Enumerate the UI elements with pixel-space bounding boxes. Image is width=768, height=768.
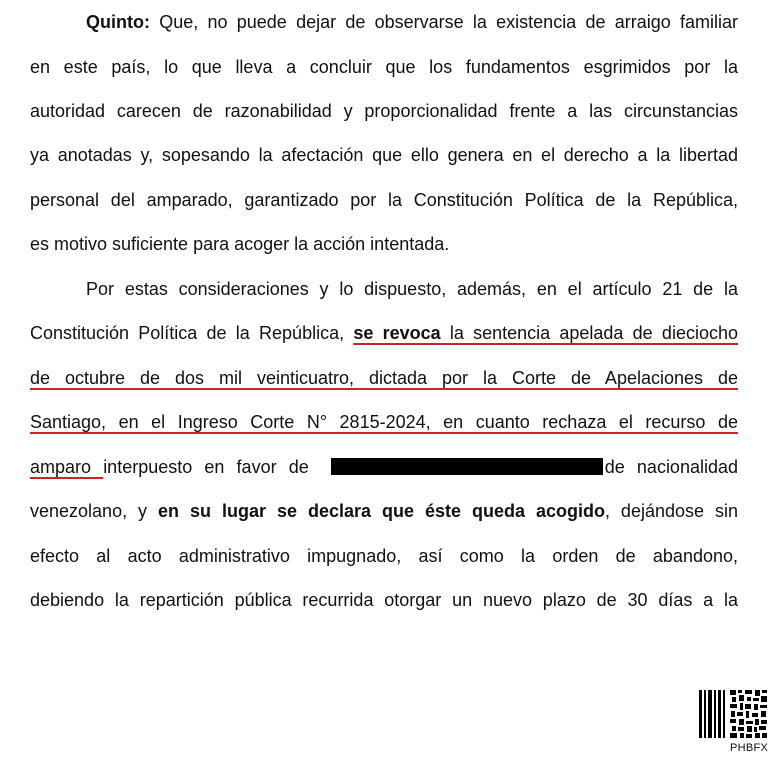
text-span: Constitución Política de la República,: [30, 323, 354, 343]
acogido-bold-text: en su lugar se declara que éste queda acogido: [158, 501, 605, 521]
paragraph-1-line-3: autoridad carecen de razonabilidad y proporcionalidad frente a las circunstancias: [30, 101, 738, 121]
paragraph-1-line-1: [86, 11, 738, 33]
amparo-text: amparo: [30, 457, 104, 477]
paragraph-1-line-5: personal del amparado, garantizado por la Constitución Política de la República,: [30, 190, 738, 210]
text-span: Que, no puede dejar de observarse la existencia de arraigo familiar: [149, 12, 738, 32]
text-span: venezolano, y: [30, 501, 159, 521]
paragraph-2-line-5: [30, 456, 738, 478]
text-span: la sentencia apelada de dieciocho: [440, 323, 738, 343]
se-revoca-text: se revoca: [353, 323, 441, 343]
paragraph-2-line-4: Santiago, en el Ingreso Corte N° 2815-2024, en cuanto rechaza el recurso de: [30, 412, 738, 432]
paragraph-2-line-7: efecto al acto administrativo impugnado, así como la orden de abandono,: [30, 546, 738, 566]
paragraph-2-line-3: de octubre de dos mil veinticuatro, dictada por la Corte de Apelaciones de: [30, 368, 738, 388]
quinto-label: Quinto:: [86, 12, 150, 32]
paragraph-2-line-8: debiendo la repartición pública recurrida otorgar un nuevo plazo de 30 días a la: [30, 590, 738, 610]
verification-code: PHBFX: [730, 742, 768, 754]
paragraph-2-line-1: Por estas consideraciones y lo dispuesto, además, en el artículo 21 de la: [86, 279, 738, 299]
paragraph-2-line-6: [30, 500, 738, 522]
text-span: de nacionalidad: [604, 457, 738, 477]
paragraph-1-line-2: en este país, lo que lleva a concluir que los fundamentos esgrimidos por la: [30, 57, 738, 77]
text-span: , dejándose sin: [604, 501, 738, 521]
barcode-icon: [698, 688, 768, 740]
paragraph-1-line-4: ya anotadas y, sopesando la afectación que ello genera en el derecho a la libertad: [30, 145, 738, 165]
paragraph-1-line-6: es motivo suficiente para acoger la acción intentada.: [30, 234, 450, 254]
paragraph-2-line-2: [30, 322, 738, 344]
text-span: interpuesto en favor de: [103, 457, 309, 477]
redacted-name-bar: [331, 458, 603, 475]
